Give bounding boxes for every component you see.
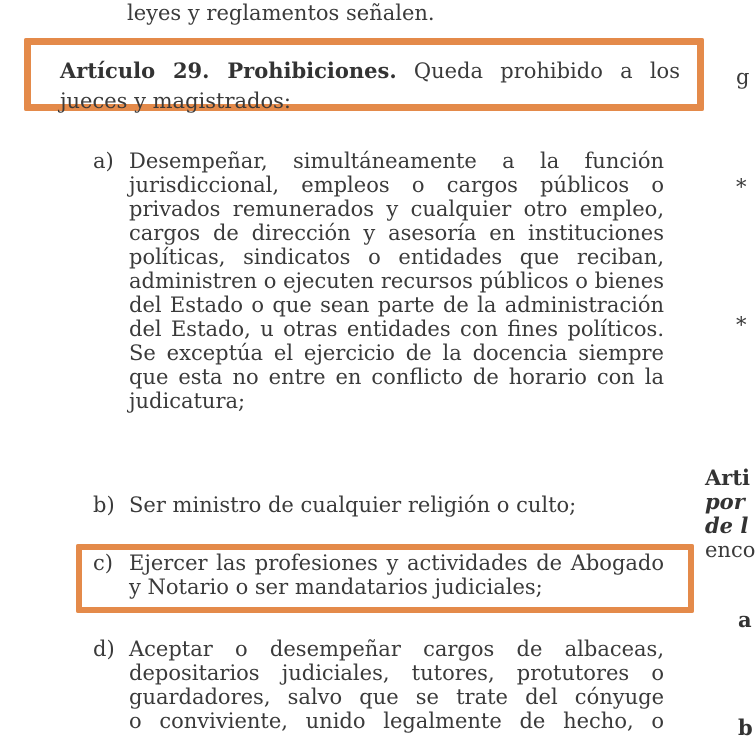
right-column-bullet-star: *: [736, 175, 747, 199]
list-item-a-line: Desempeñar, simultáneamente a la función: [129, 149, 664, 173]
list-marker-d: d): [93, 637, 115, 661]
list-marker-a: a): [93, 149, 114, 173]
article-29-title: Artículo 29. Prohibiciones.: [60, 58, 397, 83]
article-29-heading-paragraph: [60, 56, 680, 116]
article-29-first-line: [60, 56, 680, 86]
list-item-a-line: políticas, sindicatos o entidades que reciban,: [129, 245, 664, 269]
list-item-a-line: Se exceptúa el ejercicio de la docencia siempre: [129, 341, 664, 365]
list-item-a-line: del Estado o que sean parte de la administración: [129, 293, 664, 317]
list-item-a-line: jurisdiccional, empleos o cargos públicos o: [129, 173, 664, 197]
list-item-a-text: [129, 149, 664, 413]
list-item-d-line: o conviviente, unido legalmente de hecho, o: [129, 709, 664, 733]
list-item-a-line: cargos de dirección y asesoría en instituciones: [129, 221, 664, 245]
list-item-a-line: que esta no entre en conflicto de horario con la: [129, 365, 664, 389]
right-column-article-fragment: Arti: [705, 465, 751, 490]
list-item-a-line: administren o ejecuten recursos públicos o bienes: [129, 269, 664, 293]
list-marker-b: b): [93, 493, 115, 517]
list-item-a-line: privados remunerados y cualquier otro empleo,: [129, 197, 664, 221]
right-column-bullet-star: *: [736, 313, 747, 337]
right-column-enco-fragment: enco: [705, 538, 755, 562]
list-item-a-line: del Estado, u otras entidades con fines políticos.: [129, 317, 664, 341]
list-marker-c: c): [93, 551, 113, 575]
list-item-c-line: Ejercer las profesiones y actividades de Abogado: [129, 551, 664, 575]
previous-text-line: leyes y reglamentos señalen.: [127, 1, 435, 25]
list-item-d-line: guardadores, salvo que se trate del cónyuge: [129, 685, 664, 709]
list-item-d-text: [129, 637, 664, 733]
list-item-c-text: [129, 551, 664, 599]
list-item-d-line: Aceptar o desempeñar cargos de albaceas,: [129, 637, 664, 661]
list-item-c-line: y Notario o ser mandatarios judiciales;: [129, 575, 543, 599]
article-29-intro-part1: Queda prohibido a los: [413, 59, 680, 83]
right-column-fragment-g: g: [736, 65, 750, 89]
list-item-a-line: judicatura;: [129, 389, 246, 413]
right-column-por-fragment: por: [705, 489, 745, 514]
article-29-intro-part2: jueces y magistrados:: [60, 89, 291, 113]
list-item-d-line: depositarios judiciales, tutores, protutores o: [129, 661, 664, 685]
list-item-b-line: Ser ministro de cualquier religión o culto;: [129, 493, 577, 517]
right-column-item-b-fragment: b: [738, 715, 753, 740]
right-column-item-a-fragment: a: [738, 607, 752, 632]
list-item-b-text: [129, 493, 664, 517]
right-column-de-l-fragment: de l: [705, 513, 749, 538]
